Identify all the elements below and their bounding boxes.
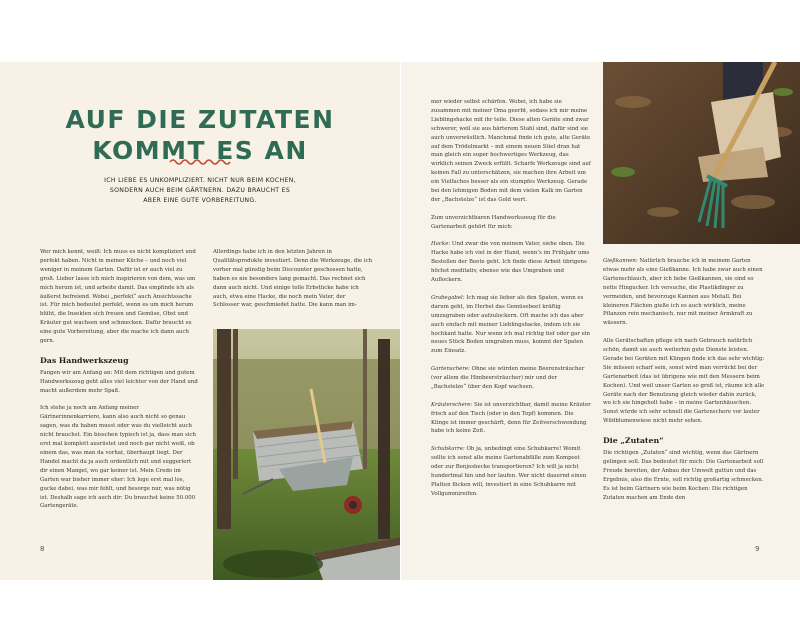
title-line-2: KOMMT ES AN bbox=[92, 136, 308, 165]
paragraph: Zum unverzichtbaren Handwerkszeug für die Gartenarbeit gehört für mich: bbox=[431, 214, 556, 230]
tool-entry-hacke bbox=[431, 240, 591, 285]
tool-description: Natürlich brauche ich in meinem Garten etwas mehr als eine Gießkanne. Ich habe zwar auch einen Gartenschlauch, aber ich liebe Gießkannen, sie sind so nette Hingucker. Ich versuche, die Plastikdinger zu vermeiden, und bevorzuge Kannen aus Metall. Bei kleineren Flächen gieße ich es auch wirklich, meine Pflanzen rein mechanisch, nur mit meiner Armkraft zu wässern. bbox=[603, 258, 763, 327]
right-page bbox=[401, 62, 800, 580]
tool-entry-gartenschere bbox=[431, 365, 591, 392]
right-column-1 bbox=[431, 98, 591, 508]
section-heading: Das Handwerkszeug bbox=[40, 355, 129, 365]
tool-term: Gießkannen: bbox=[603, 258, 638, 264]
decorative-squiggle bbox=[169, 158, 231, 166]
left-page bbox=[0, 62, 400, 580]
tool-description: Und zwar die von meinem Vater, siehe oben. Die Hacke habe ich viel in der Hand, wenn’s im Frühjahr ums Bestellen der Beete geht. Ich finde diese Arbeit übrigens höchst meditativ, ebenso wie das Umgraben und Auflockern. bbox=[431, 241, 590, 284]
title-line-1: AUF DIE ZUTATEN bbox=[65, 105, 335, 134]
page-number: 8 bbox=[40, 545, 45, 553]
tool-entry-kraeuterschere bbox=[431, 401, 591, 437]
section-heading: Die „Zutaten“ bbox=[603, 436, 664, 446]
page-number: 9 bbox=[755, 545, 760, 553]
tool-entry-schubkarre bbox=[431, 445, 591, 498]
paragraph: Ich stehe ja noch am Anfang meiner Gärtnerinnenkarriere, kann also auch nicht so genau sagen, was du haben musst oder was du vielleicht auch nicht brauchst. Ein bisschen typisch ist ja, dass man sich erst mal komplett ausrüstet und noch gar nicht weiß, ob einem das, was man da vorhat, überhaupt liegt. Der Handel macht da ja auch ordentlich mit und suggeriert dir einen Mangel, wo gar keiner ist. Mein Credo im Garten war bisher immer eher: Ich lege erst mal los, gucke dabei, was mir fehlt, und besorge nur, was nötig ist. Deshalb sage ich auch dir: Du brauchst keine 50.000 Gartengeräte. bbox=[40, 405, 196, 510]
chapter-title bbox=[0, 104, 400, 166]
tool-description: Ohne sie würden meine Beerensträucher (vor allem die Himbeersträucher) mir und der „Bachstelze“ über den Kopf wachsen. bbox=[431, 366, 585, 390]
photo-illustration bbox=[213, 329, 400, 580]
tool-description: Sie ist unverzichtbar, damit meine Kräuter frisch auf den Tisch (oder in den Topf) kommen. Die Klinge ist immer geschärft, denn für Zeitverschwendung habe ich keine Zeit. bbox=[431, 401, 591, 435]
tool-term: Hacke: bbox=[431, 241, 451, 248]
tool-term: Kräuterschere: bbox=[431, 401, 473, 408]
tool-term: Schubkarre: bbox=[431, 446, 465, 453]
paragraph: Die richtigen „Zutaten“ sind wichtig, wenn das Gärtnern gelingen soll. Das bedeutet für mich: Die Gartenarbeit soll Freude bereiten, der Anbau der Umwelt guttun und das Ergebnis, also die Ernte, soll richtig großartig schmecken. Es ist beim Gärtnern wie beim Kochen: Die richtigen Zutaten machen am Ende den bbox=[603, 450, 764, 501]
tool-term: Gartenschere: bbox=[431, 366, 470, 373]
paragraph: Allerdings habe ich in den letzten Jahren in Qualitätsprodukte investiert. Denn die Werkzeuge, die ich vorher mal günstig beim Discounter geschossen hatte, haben es nie besonders lang gemacht. Das rechnet sich dann auch nicht. Und einige tolle Erbstücke habe ich auch, etwa eine Hacke, die noch mein Vater, der Schlosser war, geschmiedet hatte. Die kann man im- bbox=[213, 249, 373, 309]
tool-term: Grabegabel: bbox=[431, 294, 465, 301]
paragraph: mer wieder selbst schärfen. Wobei, ich habe sie zusammen mit meiner Oma geerbt, sodass ich mir meine Lieblingshacke mit ihr teile. Diese alten Geräte sind zwar schwerer, weil sie aus härterem Stahl sind, dafür sind sie auch unverwüstlich. Manchmal finde ich gute, alte Geräte auf dem Trödelmarkt – mit einem neuen Stiel dran hat man gleich ein super hochwertiges Werkzeug, das wirklich seinen Zweck erfüllt. Scharfe Werkzeuge sind auf keinen Fall zu unterschätzen, sie machen ihre Arbeit um ein Vielfaches besser als ein stumpfes Werkzeug. Gerade bei den lehmigen Boden mit dem vielen Kalk im Garten der „Bachstelze“ ist das Gold wert. bbox=[431, 99, 591, 203]
chapter-intro: ICH LIEBE ES UNKOMPLIZIERT. NICHT NUR BEIM KOCHEN, SONDERN AUCH BEIM GÄRTNERN. DAZU BRAUCHT ES ABER EINE GUTE VORBEREITUNG. bbox=[104, 177, 296, 204]
tool-entry-giesskannen bbox=[603, 257, 766, 328]
left-column-1 bbox=[40, 248, 198, 520]
paragraph: Fangen wir am Anfang an: Mit dem richtigen und gutem Handwerkszeug geht alles viel leichter von der Hand und macht außerdem mehr Spaß. bbox=[40, 369, 198, 394]
right-column-2 bbox=[603, 257, 766, 511]
paragraph: Alle Gerätschaften pflege ich nach Gebrauch natürlich schön, damit sie auch weiterhin gute Dienste leisten. Gerade bei Geräten mit Klingen finde ich das sehr wichtig: Sie müssen scharf sein, sonst wird man verrückt bei der Gartenarbeit (das ist übrigens wie mit den Messern beim Kochen). Und weil unser Garten so groß ist, räume ich alle Geräte nach der Benutzung gleich wieder dahin zurück, wo ich sie hingeholt habe – in meine Gartenhäuschen. Sonst würde ich sehr schnell die Gartenschere vor lauter Wildblumenwiese nicht mehr sehen. bbox=[603, 338, 765, 425]
photo-illustration bbox=[603, 62, 800, 244]
garden-wheelbarrow-photo bbox=[213, 329, 400, 580]
left-column-2 bbox=[213, 248, 373, 319]
tool-entry-grabegabel bbox=[431, 294, 591, 356]
digging-fork-photo bbox=[603, 62, 800, 244]
tool-description: Oh ja, unbedingt eine Schubkarre! Womit sollte ich sonst alle meine Gartenabfälle zum Kompost oder zur Benjeshecke transportieren? Ich will ja nicht hundertmal hin und her laufen. Wer nicht dauernd einen Platten flicken will, investiert in eine Schubkarre mit Vollgummireifen. bbox=[431, 446, 587, 497]
paragraph: Wer mich kennt, weiß: Ich muss es nicht kompliziert und perfekt haben. Nicht in meiner Küche – und noch viel weniger in meinem Garten. Dafür ist er auch viel zu groß. Lieber lasse ich mich inspirieren von dem, was um mich herum ist, und arbeite damit. Das empfinde ich als äußerst befreiend. Wobei „perfekt“ auch Ansichtssache ist. Für mich bedeutet perfekt, wenn es um mich herum blüht, die Insekten sich freuen und Gemüse, Obst und Kräuter gut wachsen und schmecken. Dafür braucht es eine gute Vorbereitung, aber die mache ich dann auch gern. bbox=[40, 249, 196, 345]
tool-description: Ich mag sie lieber als den Spaten, wenn es darum geht, im Herbst das Gemüsebeet kräftig umzugraben oder aufzulockern. Oft mache ich das aber auch einfach mit meiner Lieblingshacke, indem ich sie hochkant halte. Nur wenn ich mal richtig tief oder gar ein neues Stück Boden umgraben muss, kommt der Spaten zum Einsatz. bbox=[431, 294, 591, 355]
